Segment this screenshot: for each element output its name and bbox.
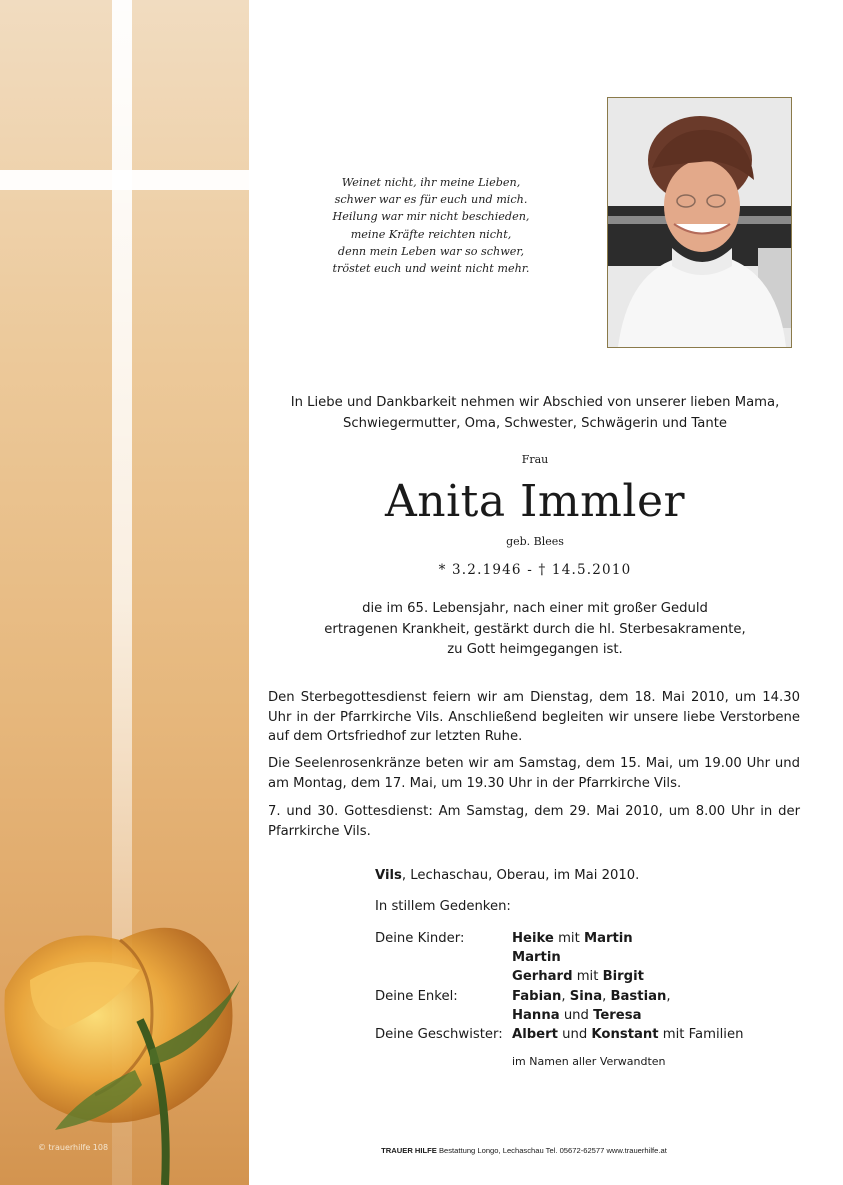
mass-paragraph: 7. und 30. Gottesdienst: Am Samstag, dem 29. Mai 2010, um 8.00 Uhr in der Pfarrkirche Vils. [268,804,800,839]
poem-line: schwer war es für euch und mich. [334,193,528,207]
copyright-text: © trauerhilfe 108 [38,1143,109,1152]
children-label: Deine Kinder: [375,931,465,946]
illness-line: ertragenen Krankheit, gestärkt durch die hl. Sterbesakramente, [324,621,746,637]
relatives-row [375,1025,743,1044]
children-line-1: Heike mit Martin [512,931,633,946]
on-behalf-text: im Namen aller Verwandten [512,1055,666,1068]
life-dates: * 3.2.1946 - † 14.5.2010 [438,562,632,578]
intro-line: In Liebe und Dankbarkeit nehmen wir Abschied von unserer lieben Mama, [290,395,780,410]
grandchildren-label: Deine Enkel: [375,988,458,1004]
poem-line: Weinet nicht, ihr meine Lieben, [341,176,521,189]
portrait-photo [607,97,792,348]
cross-horizontal-beam [0,170,249,190]
intro-text [265,392,805,434]
children-line-2: Martin [512,950,561,966]
poem-line: denn mein Leben war so schwer, [337,244,525,258]
funeral-service-paragraph: Den Sterbegottesdienst feiern wir am Dienstag, dem 18. Mai 2010, um 14.30 Uhr in der Pfarrkirche Vils. Anschließend begleiten wir unsere liebe Verstorbene auf dem Ortsfriedhof zur letzten Ruhe. [268,690,800,745]
portrait-illustration [608,98,791,347]
footer-brand: TRAUER HILFE [381,1146,437,1155]
relatives-list [375,929,743,1044]
relatives-row [375,987,743,1006]
place-date [375,868,639,883]
siblings-line: Albert und Konstant mit Familien [512,1027,744,1043]
children-line-3: Gerhard mit Birgit [512,969,644,985]
place-rest: , Lechaschau, Oberau, im Mai 2010. [401,868,640,883]
in-memory-heading: In stillem Gedenken: [375,899,511,914]
relatives-row [375,967,743,986]
illness-line: die im 65. Lebensjahr, nach einer mit großer Geduld [362,601,708,616]
grandchildren-line-2: Hanna und Teresa [512,1007,642,1023]
place-bold: Vils [375,868,402,883]
poem [320,174,542,277]
footer-contact: Bestattung Longo, Lechaschau Tel. 05672-62577 www.trauerhilfe.at [436,1146,667,1155]
illness-text [265,599,805,661]
rosary-paragraph: Die Seelenrosenkränze beten wir am Samstag, dem 15. Mai, um 19.00 Uhr und am Montag, dem 17. Mai, um 19.30 Uhr in der Pfarrkirche Vils. [268,756,800,791]
siblings-label: Deine Geschwister: [375,1027,503,1043]
poem-line: Heilung war mir nicht beschieden, [332,210,530,224]
poem-line: tröstet euch und weint nicht mehr. [332,262,530,276]
decorative-sidebar [0,0,249,1185]
deceased-name: Anita Immler [384,476,686,527]
relatives-row [375,929,743,948]
illness-line: zu Gott heimgegangen ist. [447,642,623,657]
maiden-name: geb. Blees [506,535,564,548]
grandchildren-line-1: Fabian, Sina, Bastian, [512,988,671,1004]
relatives-row [375,1006,743,1025]
relatives-row [375,948,743,967]
salutation: Frau [521,453,549,466]
rose-image [0,880,249,1185]
poem-line: meine Kräfte reichten nicht, [350,227,512,241]
intro-line: Schwiegermutter, Oma, Schwester, Schwägerin und Tante [342,416,728,431]
footer [268,1146,780,1155]
